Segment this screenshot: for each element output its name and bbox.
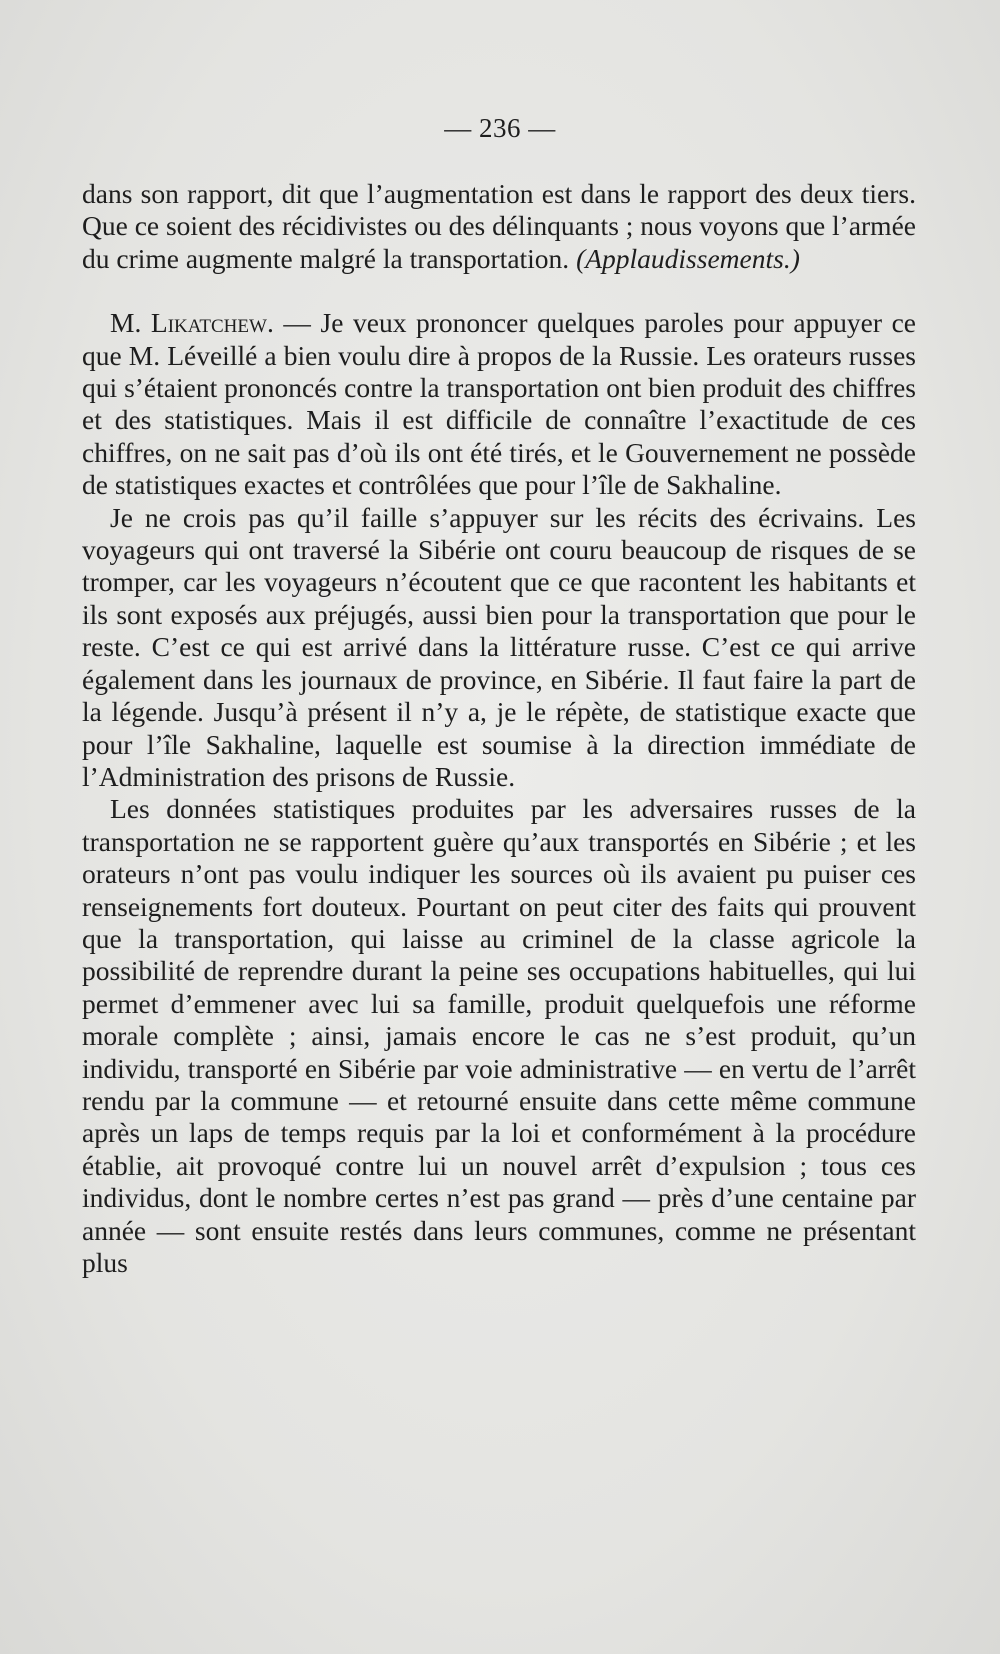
applause-note: (Applaudissements.) xyxy=(576,242,800,274)
paragraph-1 xyxy=(82,178,916,275)
speaker-prefix: M. xyxy=(110,307,151,339)
body-text xyxy=(82,178,916,1279)
paragraph-4: Les données statistiques produites par les adversaires russes de la transportation ne se rapportent guère qu’aux transportés en Sibérie ; et les orateurs n’ont pas voulu indiquer les sources où ils avaient pu puiser ces renseignements fort douteux. Pourtant on peut citer des faits qui prouvent que la transportation, qui laisse au criminel de la classe agricole la possibilité de reprendre durant la peine ses occupations habituelles, qui lui permet d’emmener avec lui sa famille, produit quelquefois une réforme morale complète ; ainsi, jamais encore le cas ne s’est produit, qu’un individu, transporté en Sibérie par voie administrative — en vertu de l’arrêt rendu par la commune — et retourné ensuite dans cette même commune après un laps de temps requis par la loi et conformément à la procédure établie, ait provoqué contre lui un nouvel arrêt d’expulsion ; tous ces individus, dont le nombre certes n’est pas grand — près d’une centaine par année — sont ensuite restés dans leurs communes, comme ne présentant plus xyxy=(82,793,916,1278)
paragraph-2-text: . — Je veux prononcer quelques paroles pour appuyer ce que M. Léveillé a bien voulu dire à propos de la Russie. Les orateurs russes qui s’étaient prononcés contre la transportation ont bien produit des chiffres et des statistiques. Mais il est difficile de connaître l’exactitude de ces chiffres, on ne sait pas d’où ils ont été tirés, et le Gouvernement ne possède de statistiques exactes et contrôlées que pour l’île de Sakhaline. xyxy=(82,307,916,501)
paragraph-spacer xyxy=(82,275,916,307)
paragraph-1-text: dans son rapport, dit que l’augmentation est dans le rapport des deux tiers. Que ce soient des récidivistes ou des délinquants ; nous voyons que l’armée du crime augmente malgré la transportation. xyxy=(82,178,916,274)
paragraph-2 xyxy=(82,307,916,501)
page-number: — 236 — xyxy=(444,113,556,143)
speaker-name: Likatchew xyxy=(150,307,267,339)
paragraph-3: Je ne crois pas qu’il faille s’appuyer sur les récits des écrivains. Les voyageurs qui ont traversé la Sibérie ont couru beaucoup de risques de se tromper, car les voyageurs n’écoutent que ce que racontent les habitants et ils sont exposés aux préjugés, aussi bien pour la transportation que pour le reste. C’est ce qui est arrivé dans la littérature russe. C’est ce qui arrive également dans les journaux de province, en Sibérie. Il faut faire la part de la légende. Jusqu’à présent il n’y a, je le répète, de statistique exacte que pour l’île Sakhaline, laquelle est soumise à la direction immédiate de l’Administration des prisons de Russie. xyxy=(82,501,916,792)
